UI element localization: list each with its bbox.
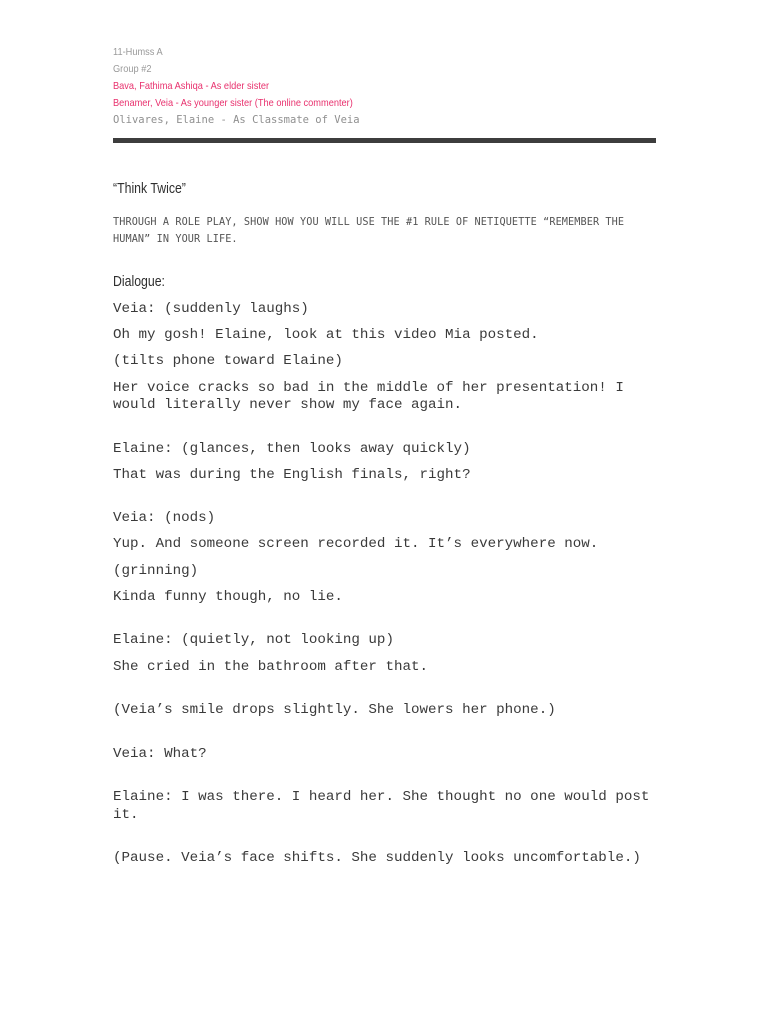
dialogue-line: Veia: What? (113, 745, 207, 762)
dialogue-line: Elaine: (glances, then looks away quickly) (113, 440, 471, 457)
header-block (113, 44, 658, 129)
member-line-3: Olivares, Elaine - As Classmate of Veia (113, 114, 360, 126)
dialogue-line: Elaine: I was there. I heard her. She thought no one would post it. (113, 789, 650, 823)
member-line-2: Benamer, Veia - As younger sister (The online commenter) (113, 97, 353, 109)
group-label: Group #2 (113, 63, 152, 75)
stage-direction: (Pause. Veia’s face shifts. She suddenly looks uncomfortable.) (113, 850, 641, 866)
divider-rule (113, 138, 656, 143)
dialogue-line: Her voice cracks so bad in the middle of her presentation! I would literally never show my face again. (113, 379, 624, 414)
dialogue-line: Yup. And someone screen recorded it. It’s everywhere now. (113, 536, 599, 553)
dialogue-line: Oh my gosh! Elaine, look at this video Mia posted. (113, 327, 539, 344)
dialogue-line: She cried in the bathroom after that. (113, 658, 429, 675)
dialogue-line: (grinning) (113, 562, 199, 579)
task-prompt: THROUGH A ROLE PLAY, SHOW HOW YOU WILL USE THE #1 RULE OF NETIQUETTE “REMEMBER THE HUMAN” IN YOUR LIFE. (113, 217, 625, 245)
section-label: 11-Humss A (113, 46, 163, 58)
member-line-1: Bava, Fathima Ashiqa - As elder sister (113, 80, 270, 92)
dialogue-line: (tilts phone toward Elaine) (113, 353, 343, 370)
dialogue-line: That was during the English finals, right? (113, 466, 471, 483)
dialogue-line: Veia: (nods) (113, 510, 216, 527)
dialogue-line: Veia: (suddenly laughs) (113, 301, 309, 317)
dialogue-line: Elaine: (quietly, not looking up) (113, 632, 394, 649)
document-title: “Think Twice” (113, 180, 186, 197)
stage-direction: (Veia’s smile drops slightly. She lowers her phone.) (113, 702, 556, 718)
dialogue-heading: Dialogue: (113, 273, 165, 290)
dialogue-body (113, 301, 658, 868)
dialogue-line: Kinda funny though, no lie. (113, 588, 343, 605)
document-page (113, 44, 658, 876)
